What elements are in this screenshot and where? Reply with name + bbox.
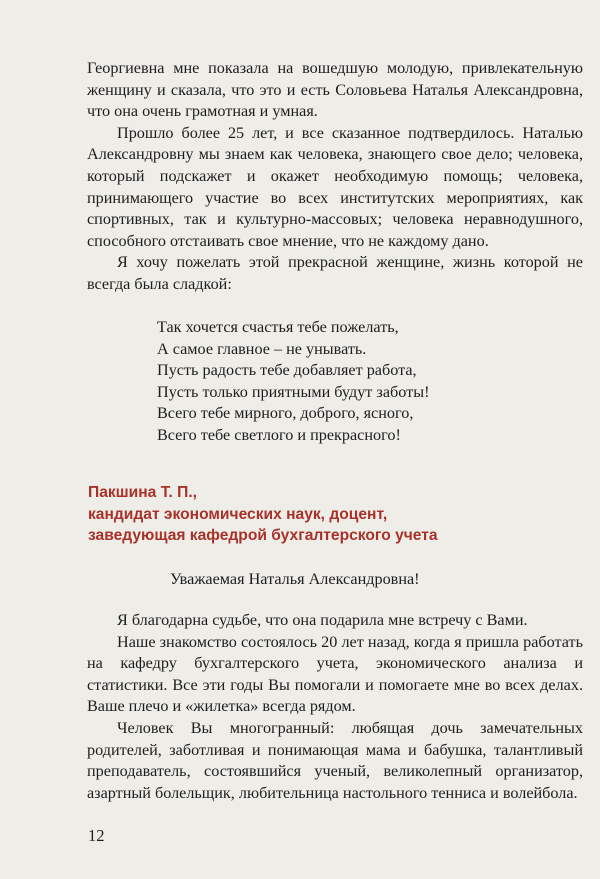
poem-line: Всего тебе мирного, доброго, ясного,: [157, 404, 414, 423]
poem-line: Пусть радость тебе добавляет работа,: [157, 361, 417, 380]
poem-line: А самое главное – не унывать.: [157, 339, 367, 358]
text-block-top: [87, 58, 583, 296]
author-degree: кандидат экономических наук, доцент,: [88, 505, 388, 523]
author-heading: [88, 482, 588, 547]
poem-line: Так хочется счастья тебе пожелать,: [157, 318, 399, 336]
poem-line: Всего тебе светлого и прекрасного!: [157, 425, 401, 444]
paragraph: Человек Вы многогранный: любящая дочь замечательных родителей, заботливая и понимающая мама и бабушка, талантливый преподаватель, состоявшийся ученый, великолепный организатор, азартный болельщик, любительница настольного тенниса и волейбола.: [87, 718, 583, 802]
poem-line: Пусть только приятными будут заботы!: [157, 382, 430, 401]
paragraph: Прошло более 25 лет, и все сказанное подтвердилось. Наталью Александровну мы знаем как человека, знающего свое дело; человека, который подскажет и окажет необходимую помощь; человека, принимающего участие во всех институтских мероприятиях, как спортивных, так и культурно-массовых; человека неравнодушного, способного отстаивать свое мнение, что не каждому дано.: [87, 123, 583, 250]
page-number: 12: [88, 826, 105, 845]
text-block-bottom: [87, 610, 583, 804]
author-name: Пакшина Т. П.,: [88, 484, 197, 501]
paragraph: Георгиевна мне показала на вошедшую молодую, привлекательную женщину и сказала, что это и есть Соловьева Наталья Александровна, что она очень грамотная и умная.: [87, 59, 583, 121]
paragraph: Я хочу пожелать этой прекрасной женщине, жизнь которой не всегда была сладкой:: [87, 253, 583, 293]
poem: [157, 317, 557, 447]
author-position: заведующая кафедрой бухгалтерского учета: [88, 527, 438, 544]
paragraph: Я благодарна судьбе, что она подарила мне встречу с Вами.: [117, 611, 528, 629]
salutation: Уважаемая Наталья Александровна!: [170, 570, 420, 588]
paragraph: Наше знакомство состоялось 20 лет назад, когда я пришла работать на кафедру бухгалтерского учета, экономического анализа и статистики. Все эти годы Вы помогали и помогаете мне во всех делах. Ваше плечо и «жилетка» всегда рядом.: [87, 632, 583, 716]
